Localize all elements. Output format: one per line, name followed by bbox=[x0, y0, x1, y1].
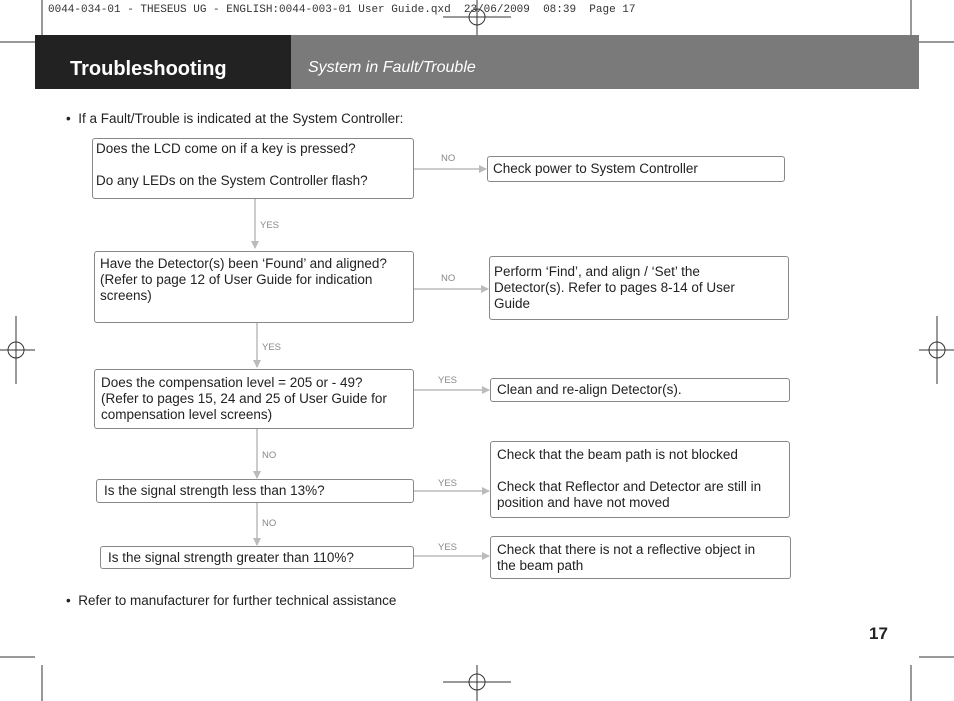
question-line: (Refer to pages 15, 24 and 25 of User Guide for bbox=[101, 391, 387, 406]
action-line: Check that the beam path is not blocked bbox=[497, 447, 738, 462]
action-perform-find bbox=[489, 256, 789, 320]
registration-mark-left bbox=[0, 316, 35, 384]
label-no: NO bbox=[262, 518, 277, 529]
page-number: 17 bbox=[869, 624, 888, 643]
outro-bullet-text: Refer to manufacturer for further technical assistance bbox=[78, 593, 397, 608]
question-line: compensation level screens) bbox=[101, 407, 273, 422]
label-no: NO bbox=[262, 450, 277, 461]
question-lcd-leds bbox=[92, 138, 414, 199]
print-slug: 0044-034-01 - THESEUS UG - ENGLISH:0044-003-01 User Guide.qxd 23/06/2009 08:39 Page 17 bbox=[48, 4, 636, 16]
registration-mark-bottom bbox=[443, 665, 511, 701]
section-title: Troubleshooting bbox=[70, 58, 227, 80]
question-line: Does the compensation level = 205 or - 49? bbox=[101, 375, 363, 390]
action-line: Check that there is not a reflective object in bbox=[497, 542, 756, 557]
question-line: Have the Detector(s) been ‘Found’ and aligned? bbox=[100, 256, 387, 271]
bullet-glyph: • bbox=[66, 111, 79, 126]
question-compensation-level bbox=[94, 369, 414, 429]
question-line: (Refer to page 12 of User Guide for indication bbox=[100, 272, 373, 287]
section-subtitle: System in Fault/Trouble bbox=[308, 59, 476, 76]
action-line: the beam path bbox=[497, 558, 584, 573]
bullet-glyph: • bbox=[66, 593, 79, 608]
label-yes: YES bbox=[438, 542, 458, 553]
action-clean-realign: Clean and re-align Detector(s). bbox=[490, 378, 790, 402]
registration-mark-right bbox=[919, 316, 954, 384]
label-yes: YES bbox=[438, 375, 458, 386]
intro-bullet-text: If a Fault/Trouble is indicated at the System Controller: bbox=[78, 111, 404, 126]
registration-mark-top bbox=[443, 0, 511, 35]
label-yes: YES bbox=[260, 220, 280, 231]
label-no: NO bbox=[441, 153, 456, 164]
action-line: Check that Reflector and Detector are still in bbox=[497, 479, 762, 494]
outro-bullet bbox=[66, 593, 396, 608]
action-check-power: Check power to System Controller bbox=[487, 156, 785, 182]
action-line: Detector(s). Refer to pages 8-14 of User bbox=[494, 280, 735, 295]
action-check-reflective-object bbox=[490, 536, 791, 579]
question-line: screens) bbox=[100, 288, 152, 303]
question-detector-found bbox=[94, 251, 414, 323]
action-check-beam-path bbox=[490, 441, 790, 518]
question-line: Does the LCD come on if a key is pressed? bbox=[96, 141, 356, 156]
question-line: Do any LEDs on the System Controller flash? bbox=[96, 173, 368, 188]
label-yes: YES bbox=[262, 342, 282, 353]
action-line: position and have not moved bbox=[497, 495, 670, 510]
action-line: Perform ‘Find’, and align / ‘Set’ the bbox=[494, 264, 700, 279]
action-line: Guide bbox=[494, 296, 531, 311]
question-signal-greater-110: Is the signal strength greater than 110%? bbox=[100, 546, 414, 569]
question-signal-less-13: Is the signal strength less than 13%? bbox=[96, 479, 414, 503]
label-no: NO bbox=[441, 273, 456, 284]
label-yes: YES bbox=[438, 478, 458, 489]
